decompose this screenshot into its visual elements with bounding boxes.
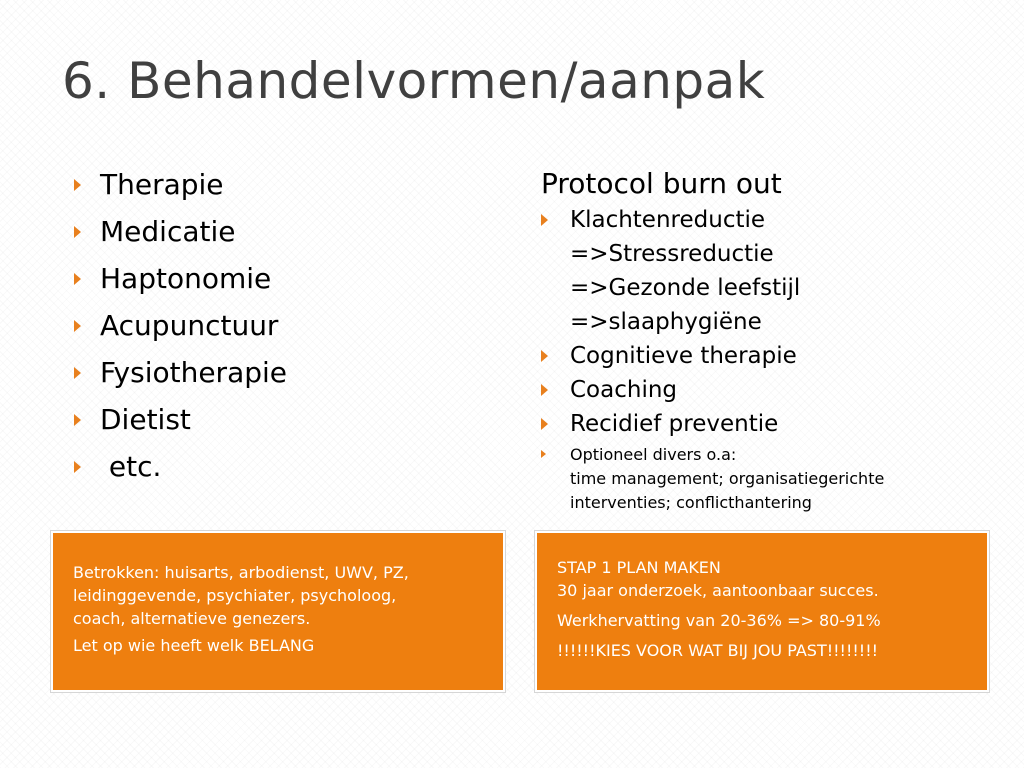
triangle-bullet-icon — [74, 179, 81, 191]
list-item: etc. — [74, 448, 287, 495]
sub-line: =>Stressreductie — [570, 241, 774, 267]
triangle-bullet-icon — [541, 418, 548, 430]
list-item: Fysiotherapie — [74, 354, 287, 401]
protocol-column — [541, 165, 884, 515]
treatment-list — [74, 166, 287, 495]
plan-box — [535, 531, 989, 692]
list-item: Haptonomie — [74, 260, 287, 307]
protocol-list — [541, 203, 884, 515]
box-text: coach, alternatieve genezers. — [73, 609, 311, 628]
triangle-bullet-icon — [74, 414, 81, 426]
triangle-bullet-icon — [74, 226, 81, 238]
triangle-bullet-icon — [74, 367, 81, 379]
triangle-bullet-icon — [541, 214, 548, 226]
slide-title: 6. Behandelvormen/aanpak — [62, 52, 766, 110]
sub-line: =>Gezonde leefstijl — [570, 275, 801, 301]
list-item-coaching: Coaching — [541, 373, 884, 407]
box-text: Let op wie heeft welk BELANG — [73, 636, 315, 655]
box-text: leidinggevende, psychiater, psycholoog, — [73, 586, 397, 605]
list-item-klachtenreductie: Klachtenreductie =>Stressreductie =>Gezonde leefstijl =>slaaphygiëne — [541, 203, 884, 339]
box-text: !!!!!!KIES VOOR WAT BIJ JOU PAST!!!!!!!! — [557, 641, 879, 660]
triangle-bullet-icon — [541, 384, 548, 396]
list-item: Dietist — [74, 401, 287, 448]
triangle-bullet-icon — [74, 273, 81, 285]
triangle-bullet-icon — [74, 320, 81, 332]
list-item: Medicatie — [74, 213, 287, 260]
list-item-optioneel: Optioneel divers o.a: time management; organisatiegerichte interventies; conflicthantering — [541, 443, 884, 515]
stakeholders-box — [51, 531, 505, 692]
protocol-heading: Protocol burn out — [541, 167, 782, 200]
box-text: 30 jaar onderzoek, aantoonbaar succes. — [557, 581, 879, 600]
box-text: Werkhervatting van 20-36% => 80-91% — [557, 611, 881, 630]
list-item: Acupunctuur — [74, 307, 287, 354]
box-text: Betrokken: huisarts, arbodienst, UWV, PZ, — [73, 563, 409, 582]
list-item-cognitieve-therapie: Cognitieve therapie — [541, 339, 884, 373]
list-item: Therapie — [74, 166, 287, 213]
triangle-bullet-icon — [541, 450, 546, 458]
box-text: STAP 1 PLAN MAKEN — [557, 558, 721, 577]
list-item-recidief: Recidief preventie — [541, 407, 884, 441]
sub-line: =>slaaphygiëne — [570, 309, 762, 335]
triangle-bullet-icon — [74, 461, 81, 473]
triangle-bullet-icon — [541, 350, 548, 362]
